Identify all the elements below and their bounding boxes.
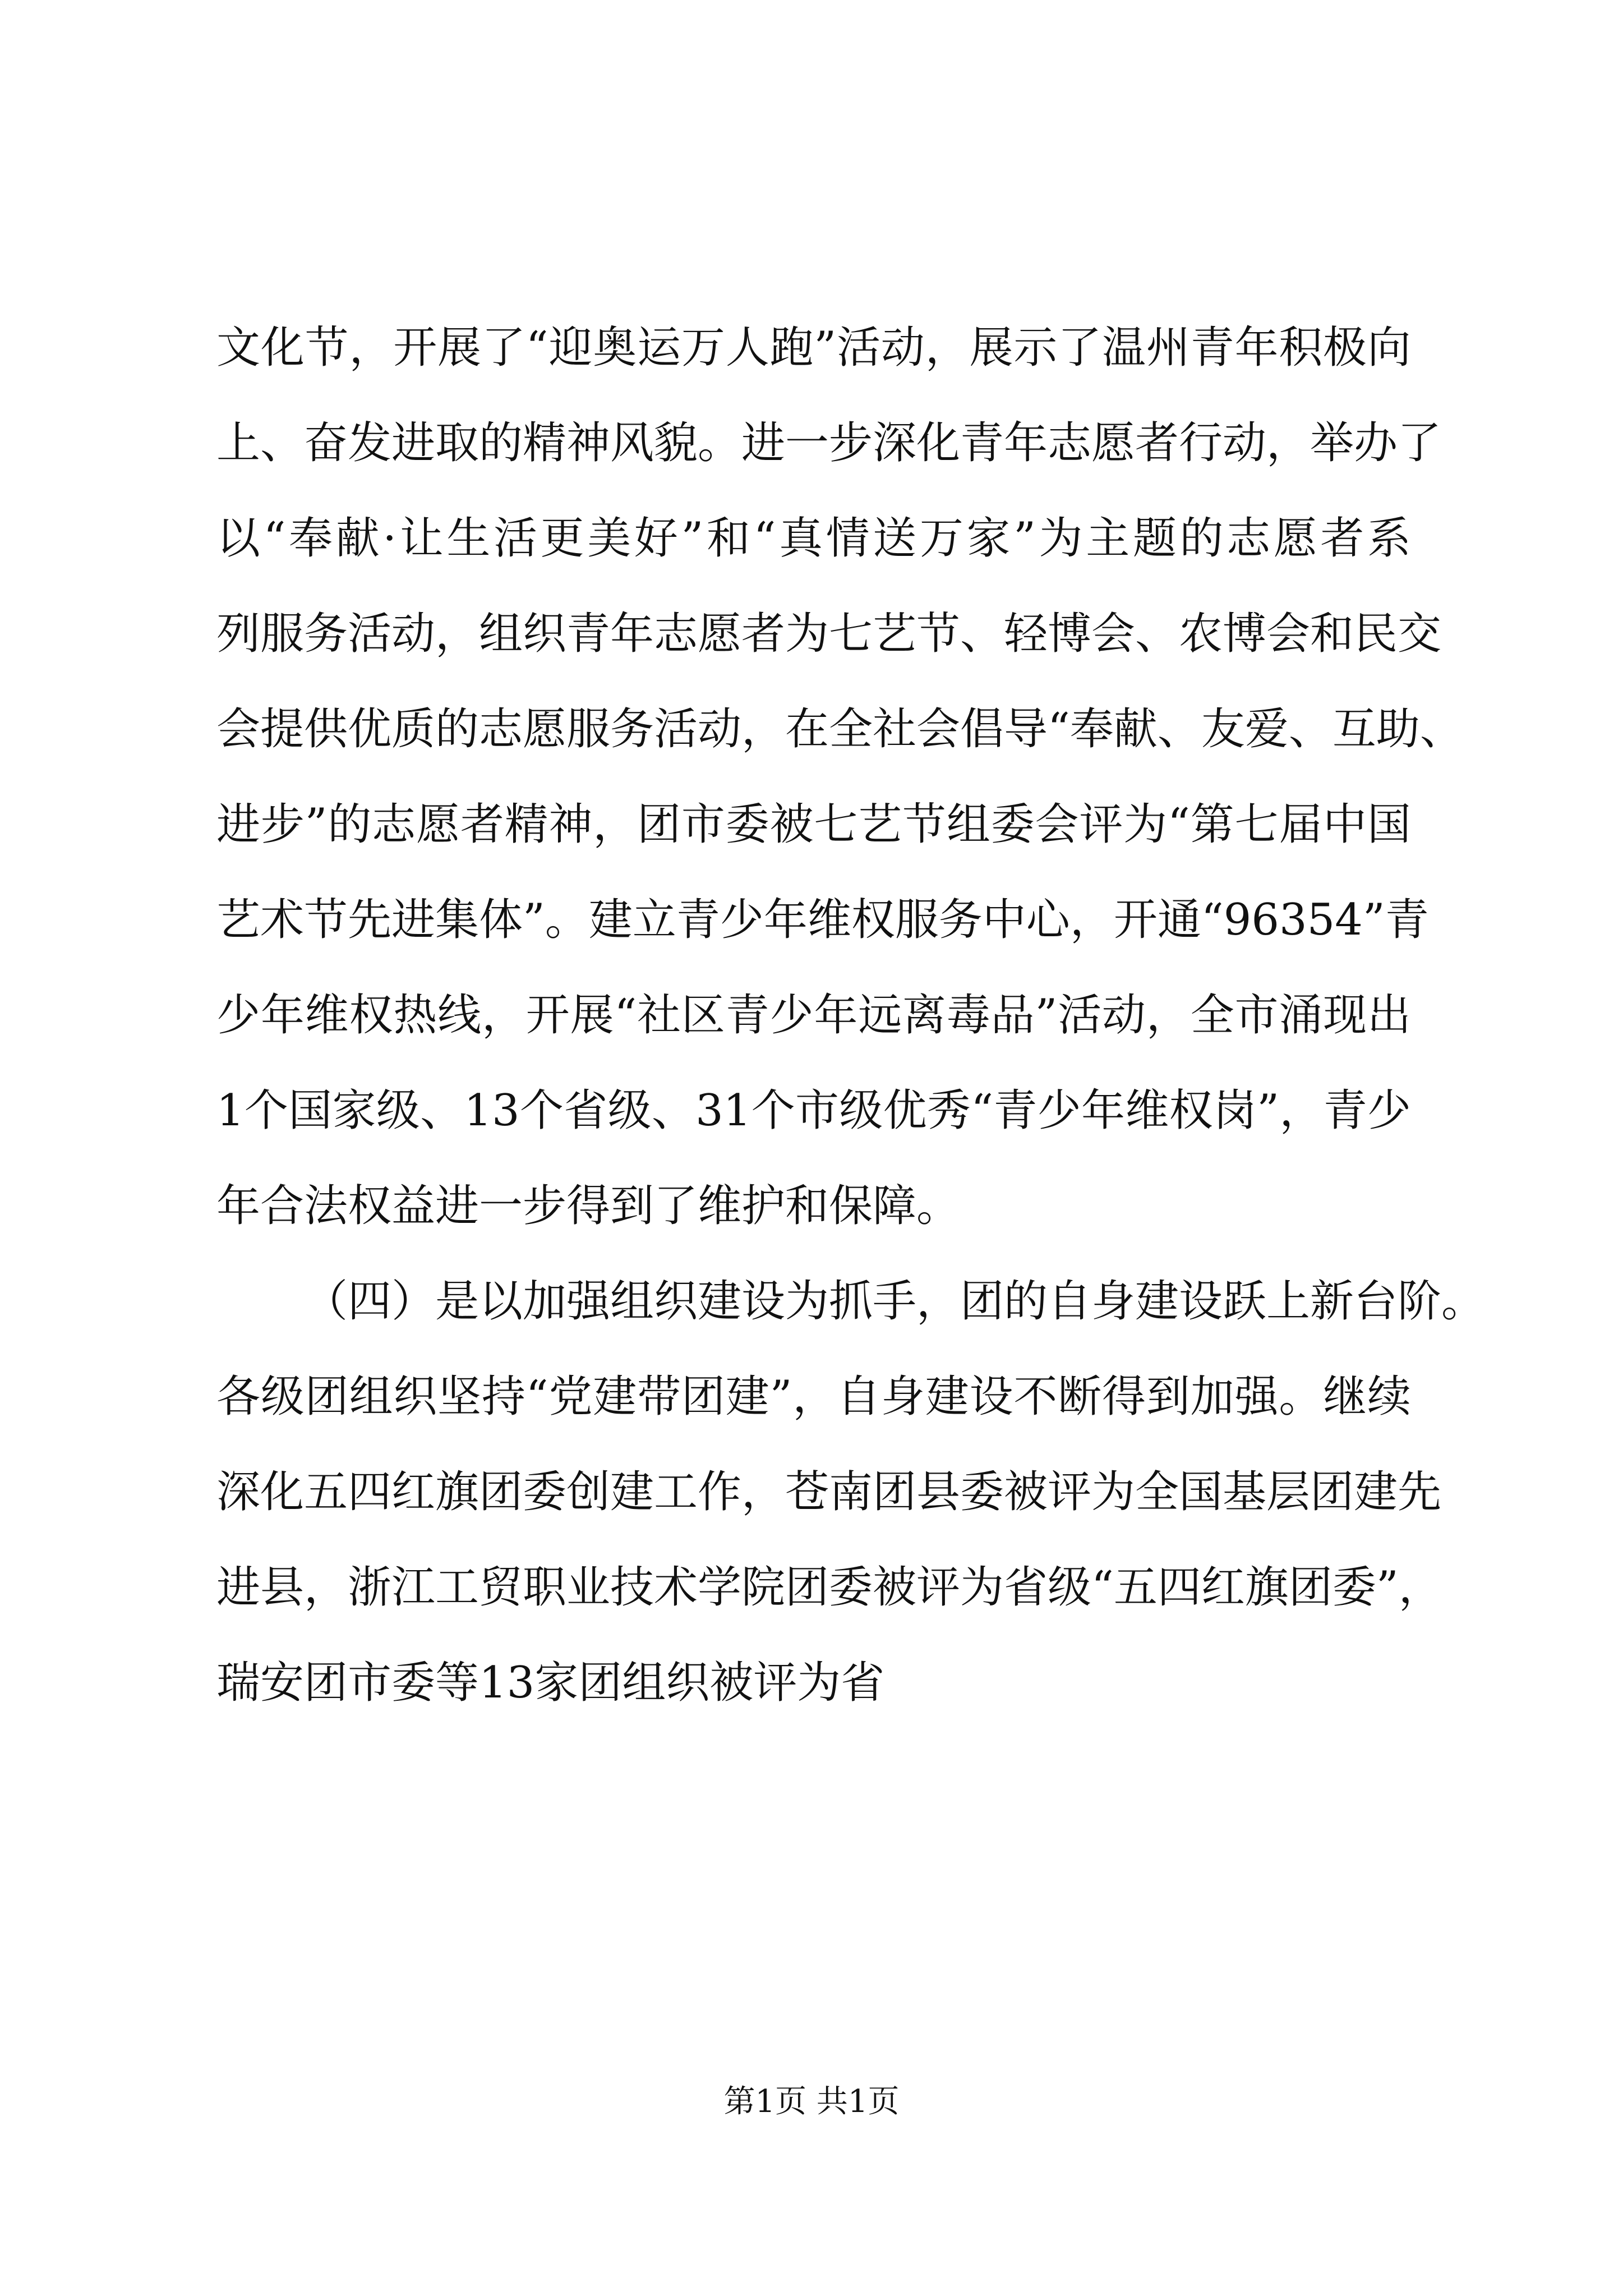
text-line-indented: （四）是以加强组织建设为抓手，团的自身建设跃上新台阶。 [304,1276,1486,1327]
text-line: 少年维权热线，开展“社区青少年远离毒品”活动，全市涌现出 [216,990,1411,1041]
body-text [216,300,1486,1731]
text-line: 文化节，开展了“迎奥运万人跑”活动，展示了温州青年积极向 [216,323,1411,373]
text-line: 深化五四红旗团委创建工作，苍南团县委被评为全国基层团建先 [216,1467,1442,1517]
text-line: 进步”的志愿者精神，团市委被七艺节组委会评为“第七届中国 [216,799,1411,850]
text-line: 以“奉献·让生活更美好”和“真情送万家”为主题的志愿者系 [216,513,1411,564]
text-line: 1个国家级、13个省级、31个市级优秀“青少年维权岗”，青少 [216,1085,1411,1136]
text-line: 进县，浙江工贸职业技术学院团委被评为省级“五四红旗团委”， [216,1562,1442,1613]
text-line: 列服务活动，组织青年志愿者为七艺节、轻博会、农博会和民交 [216,609,1442,659]
text-line: 艺术节先进集体”。建立青少年维权服务中心，开通“96354”青 [216,895,1429,945]
text-line: 年合法权益进一步得到了维护和保障。 [216,1181,961,1231]
text-line: 会提供优质的志愿服务活动，在全社会倡导“奉献、友爱、互助、 [216,704,1464,754]
text-line: 各级团组织坚持“党建带团建”，自身建设不断得到加强。继续 [216,1372,1411,1422]
page-footer: 第1页 共1页 [723,2083,900,2120]
text-line: 瑞安团市委等13家团组织被评为省 [216,1658,885,1708]
text-line: 上、奋发进取的精神风貌。进一步深化青年志愿者行动，举办了 [216,418,1442,468]
